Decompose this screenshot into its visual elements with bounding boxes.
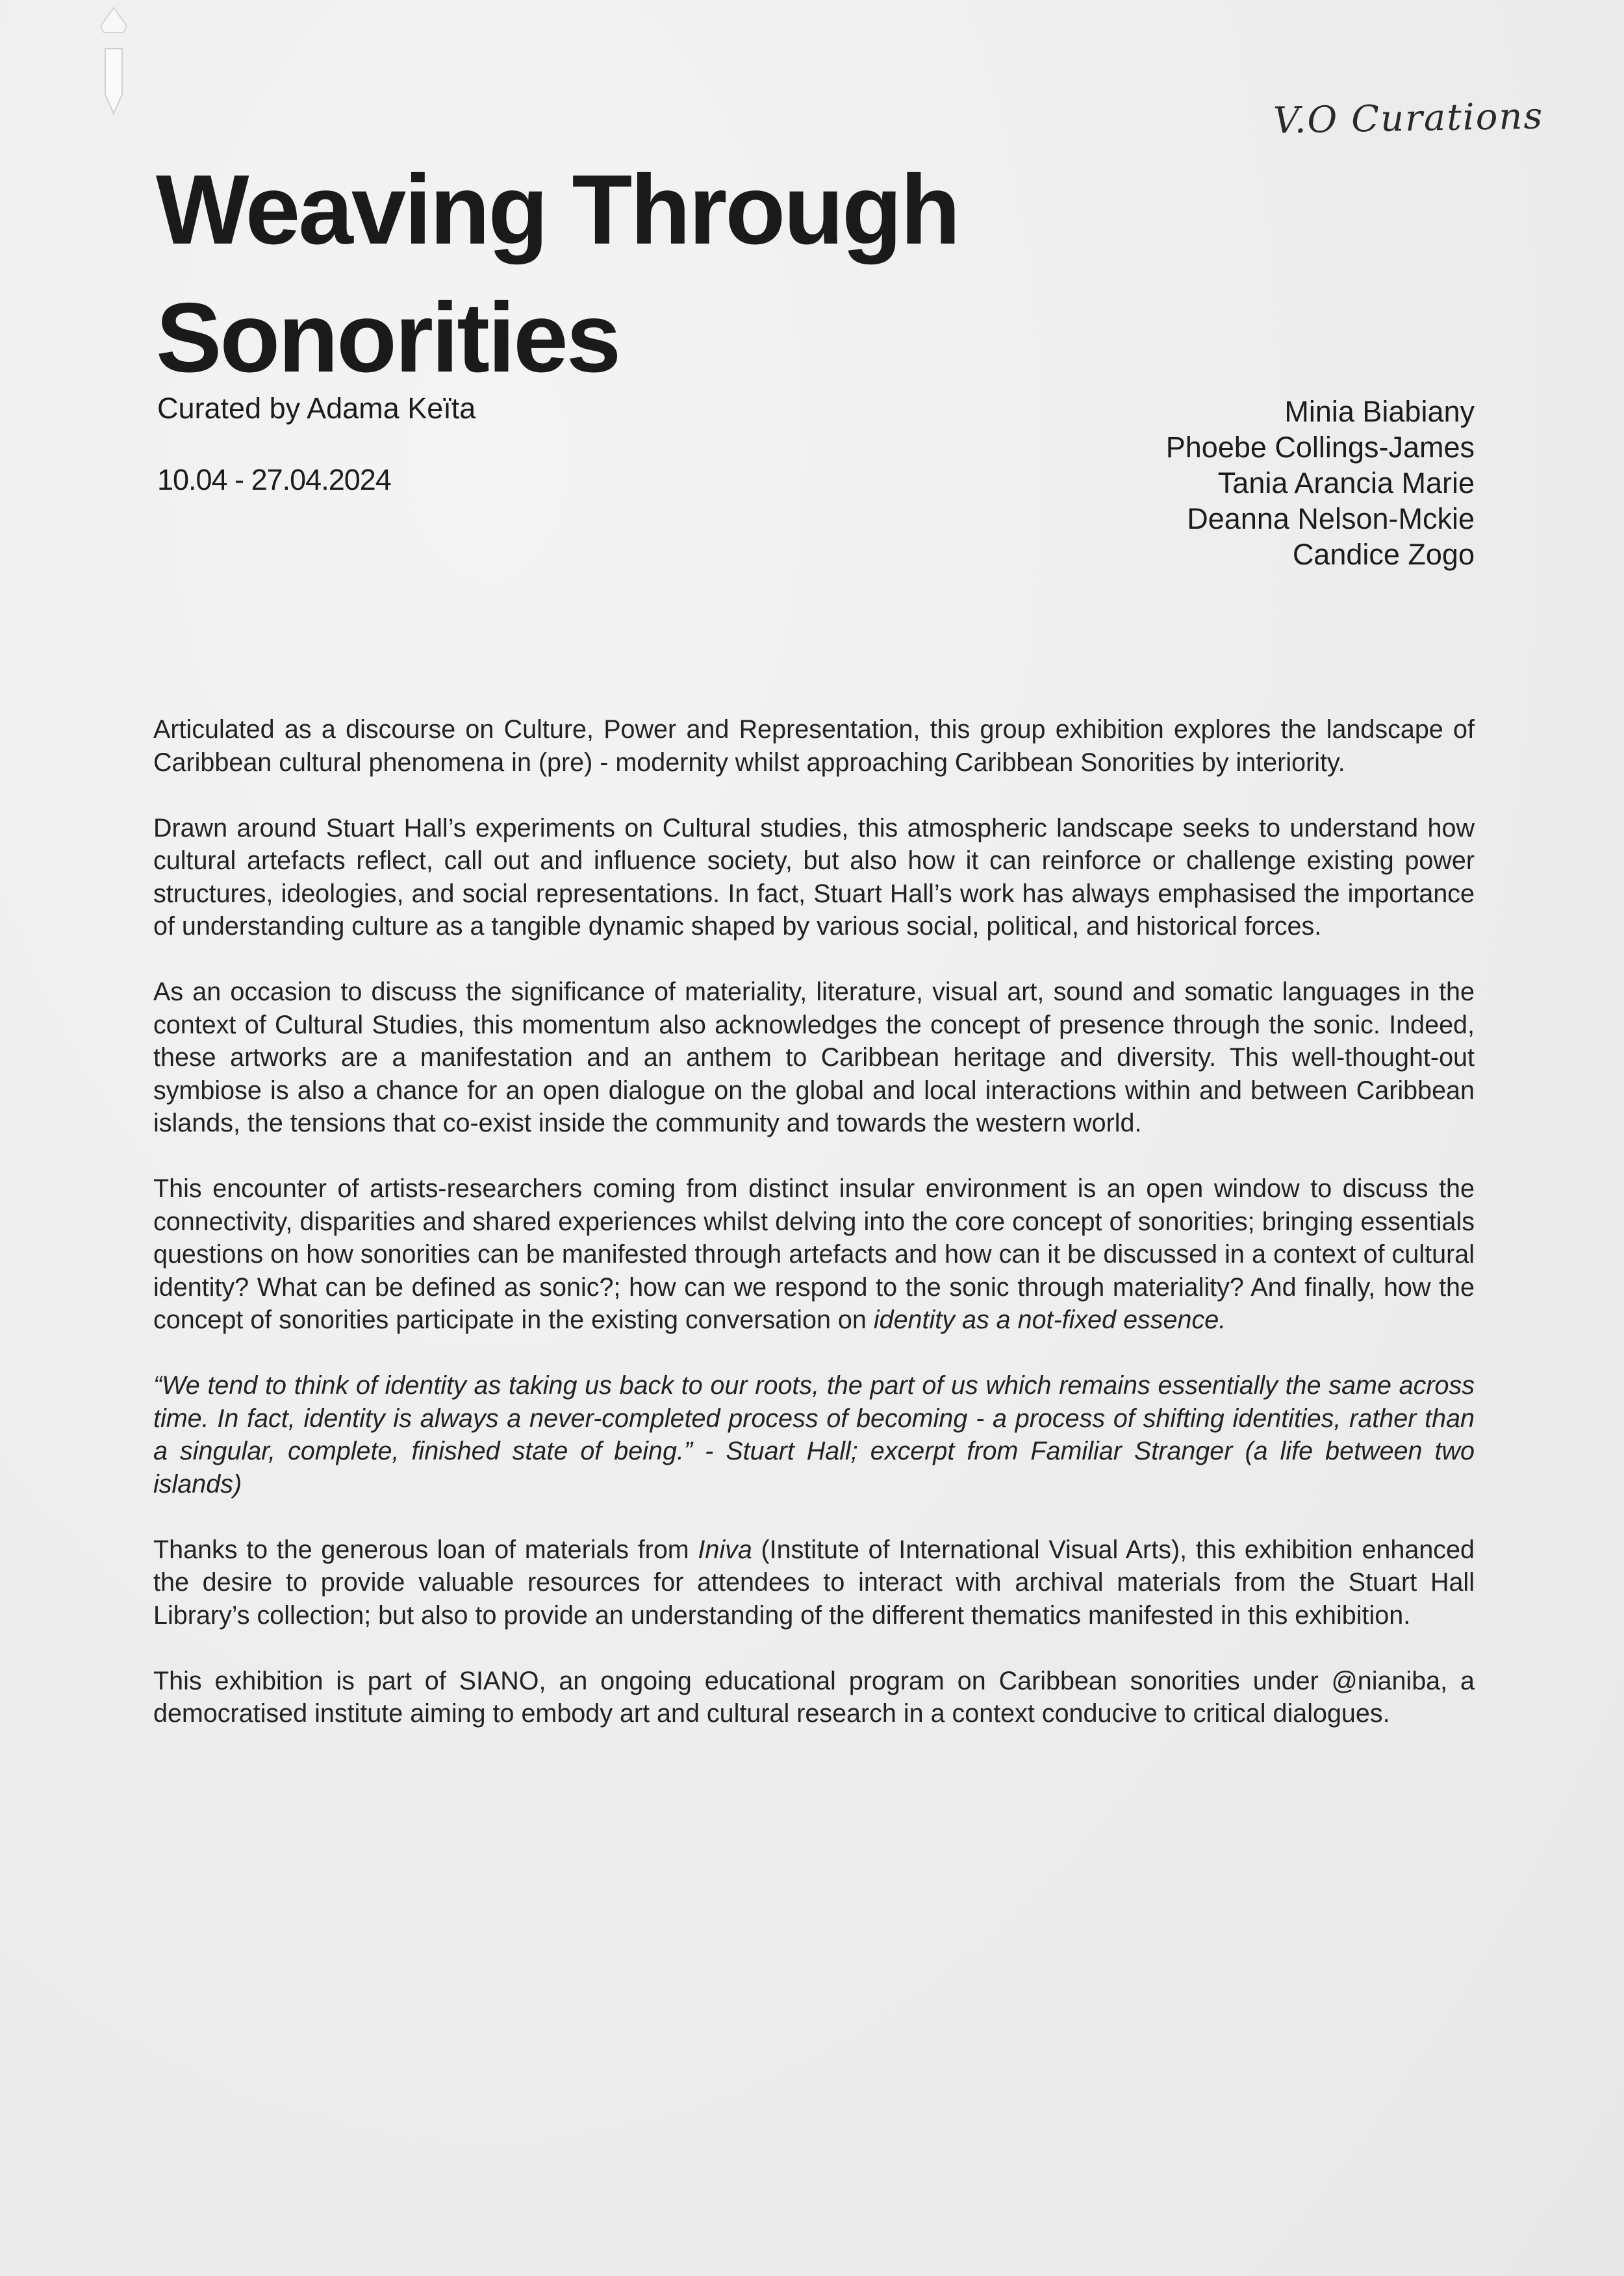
artist-name: Deanna Nelson-Mckie xyxy=(1187,502,1475,535)
handwritten-note: V.O Curations xyxy=(1273,95,1544,142)
paragraph-encounter xyxy=(153,1172,1475,1337)
paragraph-encounter-emphasis: identity as a not-fixed essence. xyxy=(873,1306,1226,1334)
artist-name: Candice Zogo xyxy=(1292,538,1475,571)
artist-name: Tania Arancia Marie xyxy=(1217,466,1475,499)
exhibition-dates: 10.04 - 27.04.2024 xyxy=(157,463,391,496)
paragraph-thanks xyxy=(153,1534,1475,1632)
title-line-2: Sonorities xyxy=(156,283,620,393)
artist-name: Minia Biabiany xyxy=(1284,395,1475,428)
body-text xyxy=(153,713,1475,1763)
paragraph-encounter-text: This encounter of artists-researchers coming from distinct insular environment is an open window to discuss the connectivity, disparities and shared experiences whilst delving into the core concept of sonorities; bringing essentials questions on how sonorities can be manifested through artefacts and how can it be discussed in a context of cultural identity? What can be defined as sonic?; how can we respond to the sonic through materiality? And finally, how the concept of sonorities participate in the existing conversation on xyxy=(153,1174,1475,1334)
stuart-hall-quote: “We tend to think of identity as taking us back to our roots, the part of us which remains essentially the same across time. In fact, identity is always a never-completed process of becoming - a process of shifting identities, rather than a singular, complete, finished state of being.” - Stuart Hall; excerpt from Familiar Stranger (a life between two islands) xyxy=(153,1371,1475,1498)
paragraph-thanks-start: Thanks to the generous loan of materials from xyxy=(153,1535,698,1564)
page-title xyxy=(156,146,959,402)
paragraph-thanks-end: (Institute of International Visual Arts), this exhibition enhanced the desire to provide valuable resources for attendees to interact with archival materials from the Stuart Hall Library’s collection; but also to provide an understanding of the different thematics manifested in this exhibition. xyxy=(153,1535,1475,1630)
artist-name: Phoebe Collings-James xyxy=(1165,431,1475,464)
punch-hole-mark xyxy=(91,6,136,117)
iniva-name: Iniva xyxy=(698,1535,752,1564)
artist-list xyxy=(1166,394,1475,572)
title-line-1: Weaving Through xyxy=(156,155,959,265)
paragraph-stuart-hall: Drawn around Stuart Hall’s experiments on Cultural studies, this atmospheric landscape seeks to understand how cultural artefacts reflect, call out and influence society, but also how it can reinforce or challenge existing power structures, ideologies, and social representations. In fact, Stuart Hall’s work has always emphasised the importance of understanding culture as a tangible dynamic shaped by various social, political, and historical forces. xyxy=(153,813,1475,941)
curator-credit: Curated by Adama Keïta xyxy=(157,392,476,425)
paragraph-siano: This exhibition is part of SIANO, an ongoing educational program on Caribbean sonorities under @nianiba, a democratised institute aiming to embody art and cultural research in a context conducive to critical dialogues. xyxy=(153,1666,1475,1728)
paragraph-intro: Articulated as a discourse on Culture, Power and Representation, this group exhibition explores the landscape of Caribbean cultural phenomena in (pre) - modernity whilst approaching Caribbean Sonorities by interiority. xyxy=(153,715,1475,777)
paragraph-materiality: As an occasion to discuss the significance of materiality, literature, visual art, sound and somatic languages in the context of Cultural Studies, this momentum also acknowledges the concept of presence through the sonic. Indeed, these artworks are a manifestation and an anthem to Caribbean heritage and diversity. This well-thought-out symbiose is also a chance for an open dialogue on the global and local interactions within and between Caribbean islands, the tensions that co-exist inside the community and towards the western world. xyxy=(153,978,1475,1137)
